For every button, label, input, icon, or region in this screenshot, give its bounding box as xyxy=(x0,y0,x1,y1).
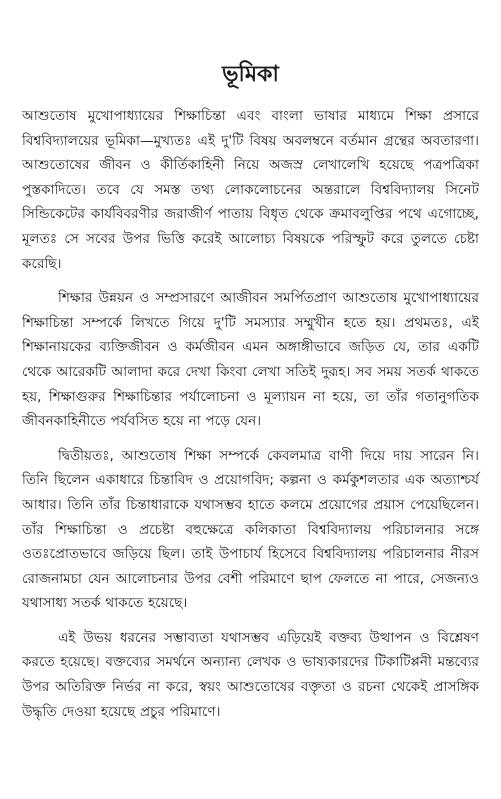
paragraph-2: শিক্ষার উন্নয়ন ও সম্প্রসারণে আজীবন সমর্পিতপ্রাণ আশুতোষ মুখোপাধ্যায়ের শিক্ষাচিন্তা সম্পর্কে লিখতে গিয়ে দু'টি সমস্যার সম্মুখীন হতে হয়। প্রথমতঃ, এই শিক্ষানায়কের ব্যক্তিজীবন ও কর্মজীবন এমন অঙ্গাঙ্গীভাবে জড়িত যে, তার একটি থেকে আরেকটি আলাদা করে দেখা কিংবা লেখা সতিই দুরূহ। সব সময় সতর্ক থাকতে হয়, শিক্ষাগুরুর শিক্ষাচিন্তার পর্যালোচনা ও মূল্যায়ন না হয়ে, তা তাঁর গতানুগতিক জীবনকাহিনীতে পর্যবসিত হয়ে না পড়ে যেন। xyxy=(22,290,479,430)
paragraph-3: দ্বিতীয়তঃ, আশুতোষ শিক্ষা সম্পর্কে কেবলমাত্র বাণী দিয়ে দায় সারেন নি। তিনি ছিলেন একাধারে চিন্তাবিদ ও প্রয়োগবিদ; কল্পনা ও কর্মকুশলতার এক অত্যাশ্চর্য আধার। তিনি তাঁর চিন্তাধারাকে যথাসম্ভব হাতে কলমে প্রয়োগের প্রয়াস পেয়েছিলেন। তাঁর শিক্ষাচিন্তা ও প্রচেষ্টা বহুক্ষেত্রে কলিকাতা বিশ্ববিদ্যালয় পরিচালনার সঙ্গে ওতঃপ্রোতভাবে জড়িয়ে ছিল। তাই উপাচার্য হিসেবে বিশ্ববিদ্যালয় পরিচালনার নীরস রোজনামচা যেন আলোচনার উপর বেশী পরিমাণে ছাপ ফেলতে না পারে, সেজন্যও যথাসাধ্য সতর্ক থাকতে হয়েছে। xyxy=(22,447,479,612)
paragraph-4: এই উভয় ধরনের সম্ভাব্যতা যথাসম্ভব এড়িয়েই বক্তব্য উত্থাপন ও বিশ্লেষণ করতে হয়েছে। বক্তব্যের সমর্থনে অন্যান্য লেখক ও ভাষ্যকারদের টিকাটিপ্পনী মন্তব্যের উপর অতিরিক্ত নির্ভর না করে, স্বয়ং আশুতোষের বক্তৃতা ও রচনা থেকেই প্রাসঙ্গিক উদ্ধৃতি দেওয়া হয়েছে প্রচুর পরিমাণে। xyxy=(22,629,479,720)
page-title: ভূমিকা xyxy=(222,62,279,87)
paragraph-1: আশুতোষ মুখোপাধ্যায়ের শিক্ষাচিন্তা এবং বাংলা ভাষার মাধ্যমে শিক্ষা প্রসারে বিশ্ববিদ্যালয়ের ভূমিকা—মুখ্যতঃ এই দু'টি বিষয় অবলম্বনে বর্তমান গ্রন্থের অবতারণা। আশুতোষের জীবন ও কীর্তিকাহিনী নিয়ে অজস্র লেখালেখি হয়েছে পত্রপত্রিকা পুস্তকাদিতে। তবে যে সমস্ত তথ্য লোকলোচনের অন্তরালে বিশ্ববিদ্যালয় সিনেট সিন্ডিকেটের কার্যবিবরণীর জরাজীর্ণ পাতায় বিধৃত থেকে ক্রমাবলুপ্তির পথে এগোচ্ছে, মূলতঃ সে সবের উপর ভিত্তি করেই আলোচ্য বিষয়কে পরিস্ফুট করে তুলতে চেষ্টা করেছি। xyxy=(22,108,479,272)
